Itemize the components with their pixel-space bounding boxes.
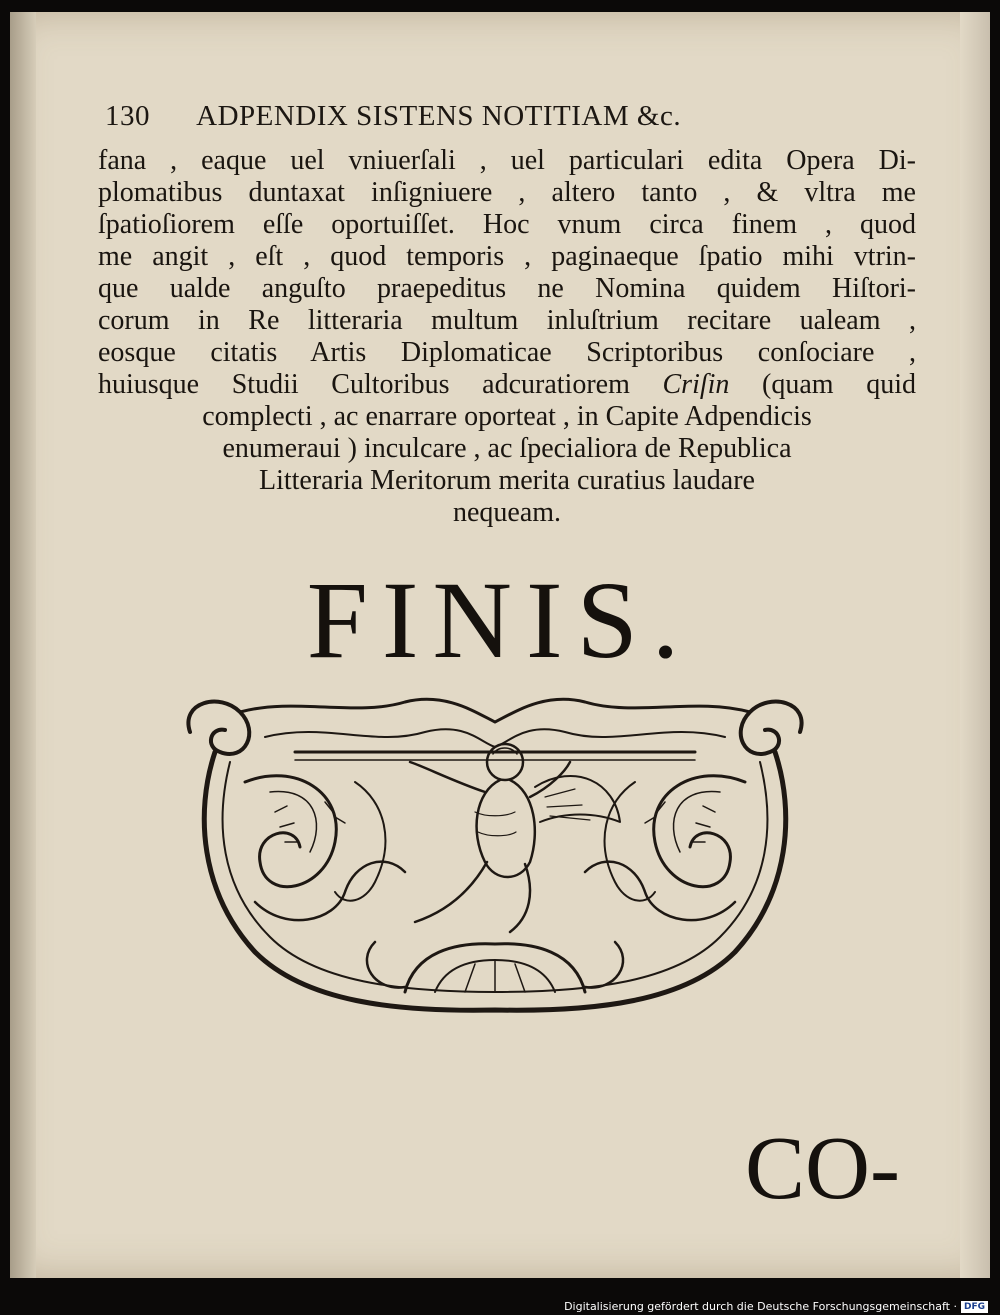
- running-title: ADPENDIX SISTENS NOTITIAM &c.: [196, 100, 682, 132]
- text-line-centered: Litteraria Meritorum merita curatius laudare: [258, 465, 755, 496]
- ornament-vignette: [175, 692, 815, 1022]
- text-line: eosque citatis Artis Diplomaticae Scriptoribus conſociare ,: [98, 337, 916, 368]
- text-line-centered: nequeam.: [452, 497, 562, 528]
- digitization-footer: [564, 1300, 988, 1313]
- text-line: fana , eaque uel vniuerſali , uel particulari edita Opera Di-: [98, 145, 916, 176]
- text-line-centered: complecti , ac enarrare oporteat , in Capite Adpendicis: [202, 401, 812, 432]
- page-number: 130: [105, 100, 150, 132]
- running-header: [105, 100, 925, 133]
- text-line: corum in Re litteraria multum inluſtrium recitare ualeam ,: [98, 305, 916, 336]
- book-page: [10, 12, 990, 1278]
- text-line-centered: enumeraui ) inculcare , ac ſpecialiora de Republica: [222, 433, 792, 464]
- text-line: [98, 369, 916, 401]
- body-text: [98, 145, 916, 529]
- text-segment: huiusque Studii Cultoribus adcuratiorem: [98, 369, 663, 400]
- finis-heading: FINIS.: [306, 559, 694, 681]
- text-segment: (quam quid: [729, 369, 917, 400]
- text-line: ſpatioſiorem eſſe oportuiſſet. Hoc vnum circa finem , quod: [98, 209, 916, 240]
- text-line: que ualde anguſto praepeditus ne Nomina quidem Hiſtori-: [98, 273, 916, 304]
- text-line: plomatibus duntaxat inſigniuere , altero tanto , & vltra me: [98, 177, 916, 208]
- italic-word: Criſin: [662, 369, 730, 400]
- footer-text: Digitalisierung gefördert durch die Deutsche Forschungsgemeinschaft ·: [564, 1300, 957, 1313]
- text-line: me angit , eſt , quod temporis , paginaeque ſpatio mihi vtrin-: [98, 241, 916, 272]
- catchword: CO-: [745, 1119, 900, 1218]
- dfg-logo: DFG: [961, 1301, 988, 1313]
